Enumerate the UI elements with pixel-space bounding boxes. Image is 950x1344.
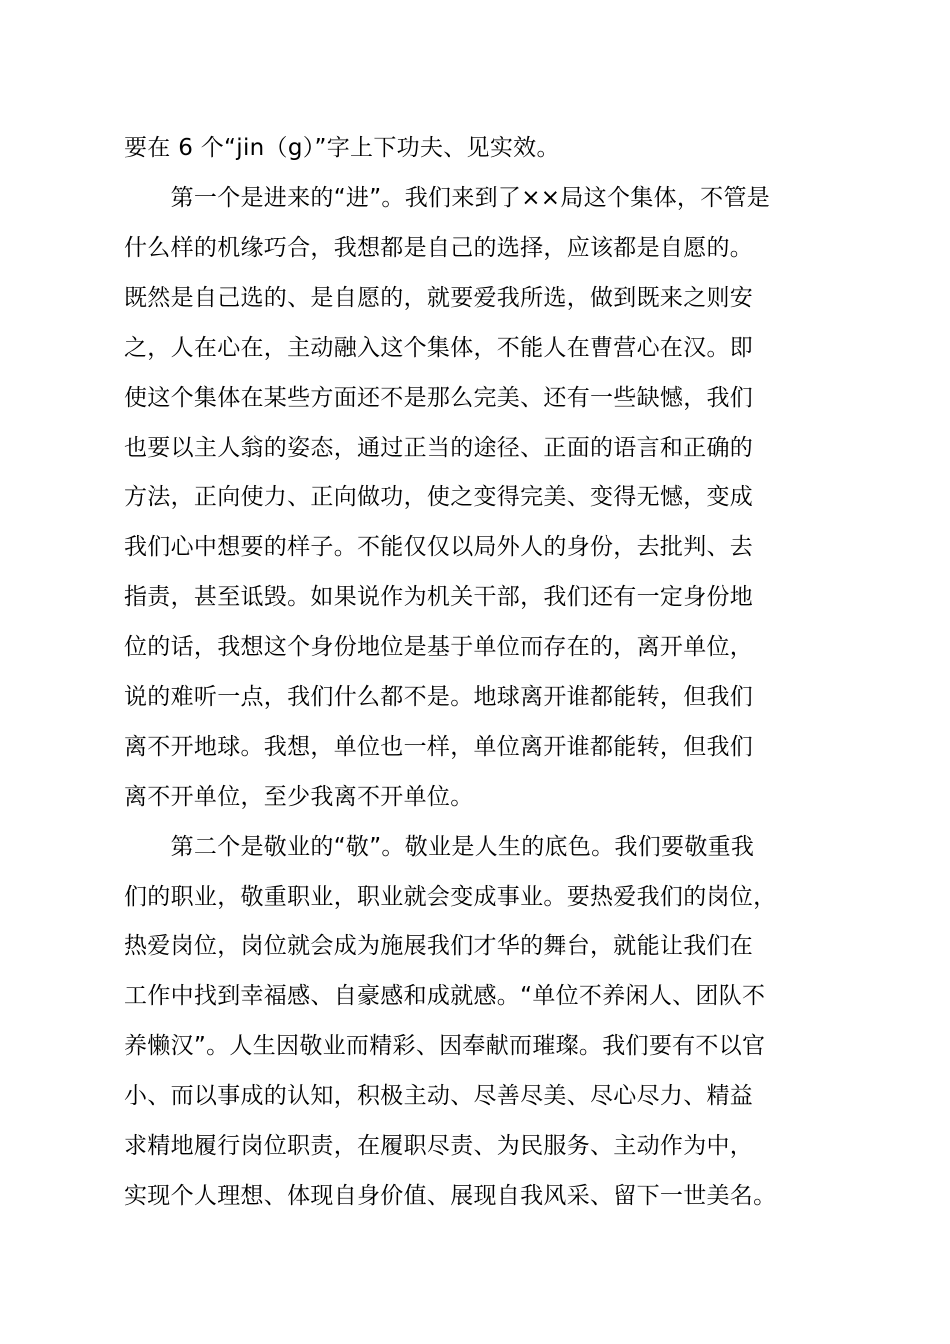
- text-line: 们的职业，敬重职业，职业就会变成事业。要热爱我们的岗位，: [124, 884, 777, 910]
- text-line: 使这个集体在某些方面还不是那么完美、还有一些缺憾，我们: [124, 385, 754, 411]
- text-line: 什么样的机缘巧合，我想都是自己的选择，应该都是自愿的。: [124, 235, 754, 261]
- text-line: 养懒汉”。人生因敬业而精彩、因奉献而璀璨。我们要有不以官: [124, 1033, 766, 1059]
- text-line: 方法，正向使力、正向做功，使之变得完美、变得无憾，变成: [124, 484, 754, 510]
- text-line: 要在 6 个“jin（g）”字上下功夫、见实效。: [124, 135, 560, 161]
- text-line: 小、而以事成的认知，积极主动、尽善尽美、尽心尽力、精益: [124, 1083, 754, 1109]
- text-line: 之，人在心在，主动融入这个集体，不能人在曹营心在汉。即: [124, 335, 754, 361]
- text-line: 位的话，我想这个身份地位是基于单位而存在的，离开单位，: [124, 634, 754, 660]
- text-line: 实现个人理想、体现自身价值、展现自我风采、留下一世美名。: [124, 1183, 777, 1209]
- text-line: 离不开地球。我想，单位也一样，单位离开谁都能转，但我们: [124, 734, 754, 760]
- text-line: 热爱岗位，岗位就会成为施展我们才华的舞台，就能让我们在: [124, 933, 754, 959]
- text-line: 工作中找到幸福感、自豪感和成就感。“单位不养闲人、团队不: [124, 983, 766, 1009]
- text-line: 求精地履行岗位职责，在履职尽责、为民服务、主动作为中，: [124, 1133, 754, 1159]
- text-line: 第二个是敬业的“敬”。敬业是人生的底色。我们要敬重我: [124, 834, 755, 860]
- text-line: 也要以主人翁的姿态，通过正当的途径、正面的语言和正确的: [124, 435, 754, 461]
- text-line: 离不开单位，至少我离不开单位。: [124, 784, 474, 810]
- text-line: 指责，甚至诋毁。如果说作为机关干部，我们还有一定身份地: [124, 584, 754, 610]
- text-line: 我们心中想要的样子。不能仅仅以局外人的身份，去批判、去: [124, 534, 754, 560]
- text-line: 既然是自己选的、是自愿的，就要爱我所选，做到既来之则安: [124, 285, 754, 311]
- text-line: 说的难听一点，我们什么都不是。地球离开谁都能转，但我们: [124, 684, 754, 710]
- text-line: 第一个是进来的“进”。我们来到了××局这个集体，不管是: [124, 185, 771, 211]
